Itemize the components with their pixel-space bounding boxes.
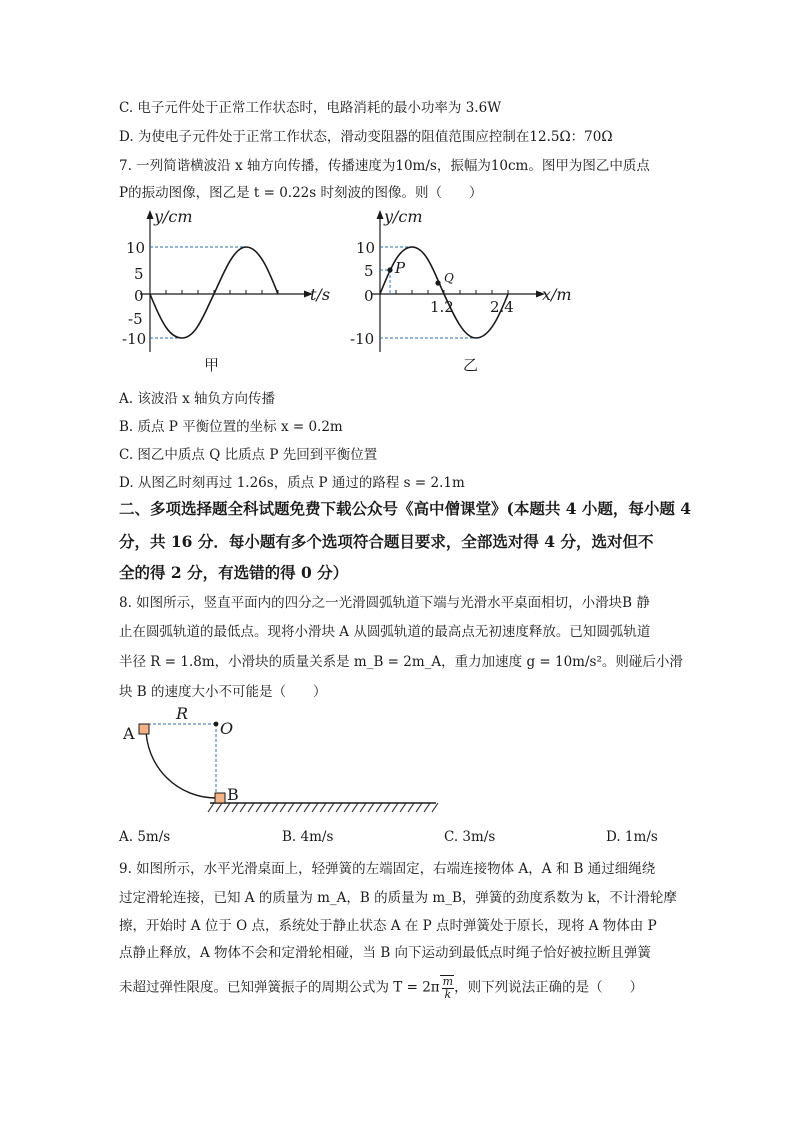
q8-choice-a: A. 5m/s: [119, 829, 171, 845]
q9-stem-line4: 点静止释放，A 物体不会和定滑轮相碰，当 B 向下运动到最低点时绳子恰好被拉断且弹簧: [119, 945, 652, 961]
jia-tick-5: 5: [134, 265, 144, 283]
jia-tick-neg10: -10: [122, 330, 147, 348]
q8-stem-line1: 8. 如图所示，竖直平面内的四分之一光滑圆弧轨道下端与光滑水平桌面相切，小滑块B 静: [119, 595, 650, 611]
figure-arc-track: [118, 702, 448, 818]
fraction-denominator: k: [444, 988, 452, 1001]
yi-tick-neg10: -10: [350, 330, 375, 348]
yi-caption: 乙: [463, 356, 479, 374]
q8-choice-d: D. 1m/s: [606, 829, 658, 845]
q7-option-b: B. 质点 P 平衡位置的坐标 x = 0.2m: [119, 419, 343, 435]
yi-tick-10: 10: [356, 239, 376, 257]
q8-stem-line4: 块 B 的速度大小不可能是（ ）: [119, 684, 327, 700]
q8-stem-line3: 半径 R = 1.8m，小滑块的质量关系是 m_B = 2m_A，重力加速度 g = 10m/s²。则碰后小滑: [119, 654, 683, 670]
arc-label-b: B: [227, 785, 239, 804]
q8-choice-b: B. 4m/s: [282, 829, 334, 845]
fraction-numerator: m: [442, 975, 454, 988]
q9-stem-line3: 擦，开始时 A 位于 O 点，系统处于静止状态 A 在 P 点时弹簧处于原长，现将 A 物体由 P: [119, 918, 657, 934]
yi-xtick-1-2: 1.2: [430, 298, 454, 316]
q9-line5-pre: 未超过弹性限度。已知弹簧振子的周期公式为 T = 2π: [119, 979, 440, 996]
yi-point-p-label: P: [395, 259, 406, 277]
q7-option-c: C. 图乙中质点 Q 比质点 P 先回到平衡位置: [119, 447, 378, 463]
q9-stem-line1: 9. 如图所示，水平光滑桌面上，轻弹簧的左端固定，右端连接物体 A，A 和 B 通过细绳绕: [119, 861, 656, 877]
sqrt-symbol: [440, 975, 454, 1001]
jia-caption: 甲: [204, 356, 220, 374]
q7-stem-line1: 7. 一列简谐横波沿 x 轴方向传播，传播速度为10m/s，振幅为10cm。图甲为图乙中质点: [119, 158, 650, 174]
yi-tick-0: 0: [364, 287, 374, 305]
yi-xtick-2-4: 2.4: [490, 298, 514, 316]
q7-option-a: A. 该波沿 x 轴负方向传播: [119, 391, 276, 407]
figure-jia-vibration-graph: [110, 204, 330, 376]
q7-option-d: D. 从图乙时刻再过 1.26s，质点 P 通过的路程 s = 2.1m: [119, 475, 465, 491]
q9-line5-post: ，则下列说法正确的是（ ）: [454, 979, 644, 996]
section2-heading-line1: 二、多项选择题全科试题免费下载公众号《高中僧课堂》(本题共 4 小题，每小题 4: [119, 499, 692, 518]
option-d-prev: D. 为使电子元件处于正常工作状态，滑动变阻器的阻值范围应控制在12.5Ω：70Ω: [119, 129, 613, 145]
arc-label-r: R: [176, 704, 189, 723]
section2-heading-line3: 全的得 2 分，有选错的得 0 分）: [119, 563, 349, 582]
q7-stem-line2: P的振动图像，图乙是 t = 0.22s 时刻波的图像。则（ ）: [119, 185, 483, 201]
q9-stem-line2: 过定滑轮连接，已知 A 的质量为 m_A，B 的质量为 m_B，弹簧的劲度系数为 k，不计滑轮摩: [119, 890, 677, 906]
jia-ylabel: y/cm: [154, 207, 193, 226]
yi-point-q-label: Q: [444, 271, 454, 285]
yi-ylabel: y/cm: [384, 207, 423, 226]
q8-stem-line2: 止在圆弧轨道的最低点。现将小滑块 A 从圆弧轨道的最高点无初速度释放。已知圆弧轨道: [119, 624, 651, 640]
block-b: [215, 793, 225, 803]
option-c-prev: C. 电子元件处于正常工作状态时，电路消耗的最小功率为 3.6W: [119, 100, 502, 116]
arc-label-o: O: [220, 719, 234, 738]
q8-choice-c: C. 3m/s: [444, 829, 496, 845]
jia-xlabel: t/s: [310, 285, 330, 304]
yi-tick-5: 5: [364, 262, 374, 280]
arc-label-a: A: [123, 724, 135, 743]
figure-yi-wave-graph: [340, 204, 590, 376]
jia-tick-0: 0: [134, 287, 144, 305]
q9-stem-line5: [119, 975, 643, 1001]
section2-heading-line2: 分，共 16 分．每小题有多个选项符合题目要求，全部选对得 4 分，选对但不: [119, 532, 654, 551]
jia-tick-10: 10: [126, 239, 146, 257]
jia-tick-neg5: -5: [128, 310, 143, 328]
yi-xlabel: x/m: [542, 285, 572, 304]
block-a: [139, 724, 149, 734]
period-fraction: [442, 976, 454, 1001]
